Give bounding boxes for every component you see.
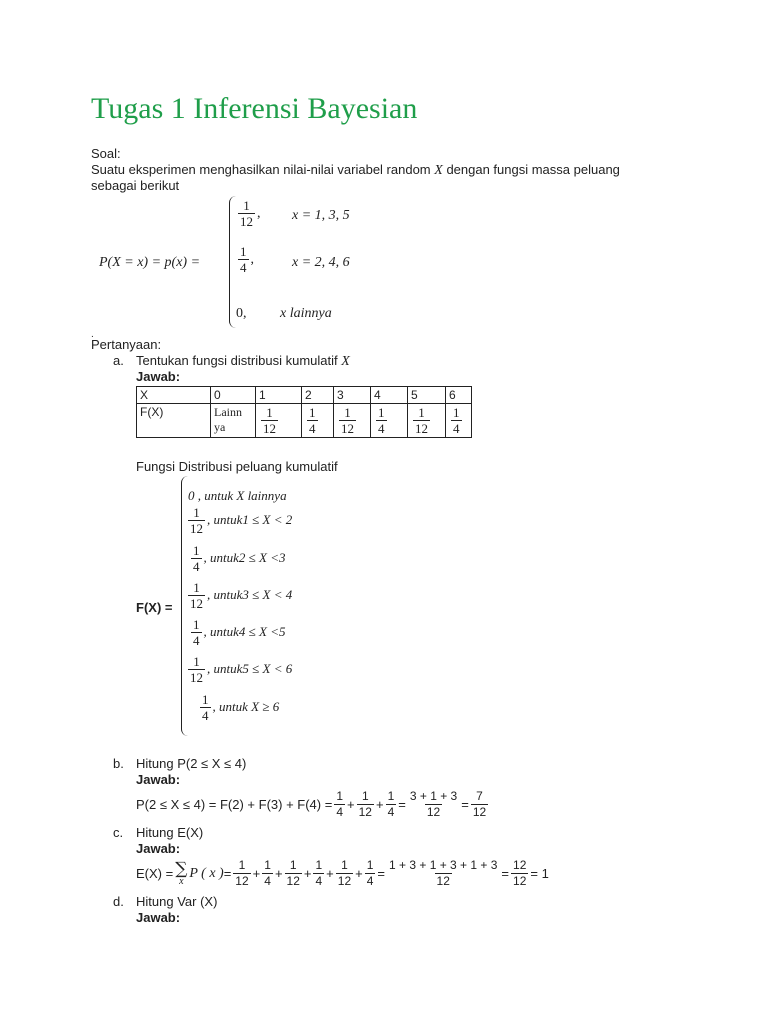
- question-c-equation: E(X) = ∑ x P ( x ) = $\frac{1}{12}$ + $\frac{1}{4}$ + $\frac{1}{12}$ + $\frac{1}{4}$ + $\frac{1}{12}$ + $\frac{1}{4}$ = $\frac{1 + 3 + 1 + 3 + 1 + 3}{12}$ = $\frac{12}{12}$ = 1: [136, 858, 549, 888]
- table-cell: $\frac{1}{12}$: [334, 404, 371, 438]
- question-b-equation: P(2 ≤ X ≤ 4) = F(2) + F(3) + F(4) = $\frac{1}{4}$ + $\frac{1}{12}$ + $\frac{1}{4}$ = $\frac{3 + 1 + 3}{12}$ = $\frac{7}{12}$: [136, 789, 487, 819]
- question-a-text: Tentukan fungsi distribusi kumulatif X: [136, 353, 350, 369]
- table-cell: $\frac{1}{4}$: [446, 404, 472, 438]
- cdf-case-0: 0 , untuk X lainnya: [188, 488, 287, 503]
- pmf-brace: [229, 196, 236, 328]
- question-d-marker: d.: [113, 894, 124, 909]
- table-header-row: [137, 387, 472, 404]
- table-cell: 5: [408, 387, 446, 404]
- table-cell: Lainn ya: [211, 404, 256, 438]
- table-cell: X: [137, 387, 211, 404]
- question-b-marker: b.: [113, 756, 124, 771]
- soal-label: Soal:: [91, 146, 121, 161]
- cdf-label: Fungsi Distribusi peluang kumulatif: [136, 459, 338, 474]
- pmf-case-3-cond: x lainnya: [280, 306, 332, 321]
- pmf-case-3-value: 0,: [236, 306, 247, 321]
- cdf-case-4: $\frac{1}{4}$ , untuk4 ≤ X <5: [193, 617, 286, 648]
- table-row: [137, 404, 472, 438]
- table-cell: F(X): [137, 404, 211, 438]
- cdf-case-3: $\frac{1}{12}$ , untuk3 ≤ X < 4: [190, 580, 293, 611]
- table-cell: 3: [334, 387, 371, 404]
- pmf-lhs: P(X = x) = p(x) =: [99, 255, 201, 270]
- pmf-case-2-cond: x = 2, 4, 6: [292, 255, 350, 270]
- question-c-marker: c.: [113, 825, 124, 840]
- table-cell: 0: [211, 387, 256, 404]
- question-a-jawab: Jawab:: [136, 369, 181, 384]
- pmf-case-1-cond: x = 1, 3, 5: [292, 208, 350, 223]
- fx-label: F(X) =: [136, 600, 173, 615]
- cdf-case-1: $\frac{1}{12}$ , untuk1 ≤ X < 2: [190, 505, 293, 536]
- intro-text-b: dengan fungsi massa peluang: [446, 162, 620, 177]
- question-d-jawab: Jawab:: [136, 910, 181, 925]
- pertanyaan-label: Pertanyaan:: [91, 337, 162, 352]
- table-cell: 2: [302, 387, 334, 404]
- question-a-marker: a.: [113, 353, 124, 368]
- table-cell: 4: [371, 387, 408, 404]
- sigma-symbol: ∑ x: [175, 858, 188, 887]
- table-cell: $\frac{1}{12}$: [408, 404, 446, 438]
- intro-text: Suatu eksperimen menghasilkan nilai-nilai variabel random: [91, 162, 431, 177]
- table-cell: $\frac{1}{4}$: [371, 404, 408, 438]
- cdf-case-2: $\frac{1}{4}$ , untuk2 ≤ X <3: [193, 543, 286, 574]
- question-d-text: Hitung Var (X): [136, 894, 218, 909]
- table-cell: $\frac{1}{4}$: [302, 404, 334, 438]
- table-cell: 1: [256, 387, 302, 404]
- cdf-case-5: $\frac{1}{12}$ , untuk5 ≤ X < 6: [190, 654, 293, 685]
- stray-dot: .: [91, 329, 94, 340]
- page-title: Tugas 1 Inferensi Bayesian: [91, 92, 418, 125]
- question-c-jawab: Jawab:: [136, 841, 181, 856]
- question-c-text: Hitung E(X): [136, 825, 204, 840]
- distribution-table: [136, 386, 472, 438]
- pmf-case-1-value: $\frac{1}{12}$ ,: [240, 198, 261, 229]
- question-b-jawab: Jawab:: [136, 772, 181, 787]
- cdf-case-6: $\frac{1}{4}$ , untuk X ≥ 6: [202, 692, 280, 723]
- question-b-text: Hitung P(2 ≤ X ≤ 4): [136, 756, 247, 771]
- pmf-case-2-value: $\frac{1}{4}$ ,: [240, 244, 254, 275]
- table-cell: $\frac{1}{12}$: [256, 404, 302, 438]
- intro-variable: X: [434, 163, 443, 178]
- intro-line-2: sebagai berikut: [91, 178, 180, 193]
- intro-line-1: [91, 162, 620, 179]
- table-cell: 6: [446, 387, 472, 404]
